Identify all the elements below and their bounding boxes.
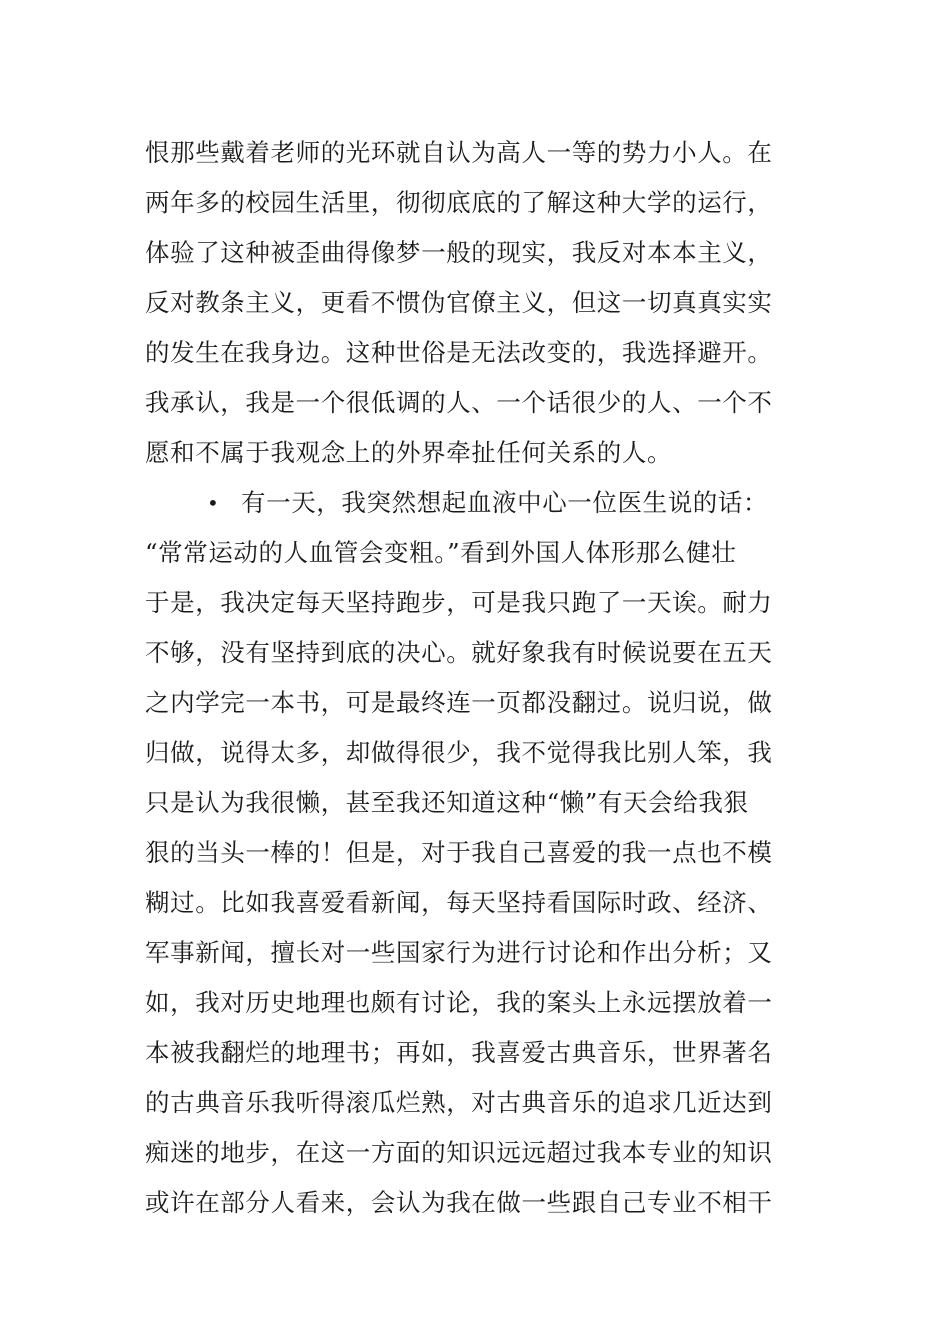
text-line: 归做，说得太多，却做得很少，我不觉得我比别人笨，我 — [145, 738, 773, 767]
text-line: 两年多的校园生活里，彻彻底底的了解这种大学的运行， — [145, 188, 773, 217]
text-line: 本被我翻烂的地理书；再如，我喜爱古典音乐，世界著名 — [145, 1038, 773, 1067]
text-line: 恨那些戴着老师的光环就自认为高人一等的势力小人。在 — [145, 138, 773, 167]
text-line: 的发生在我身边。这种世俗是无法改变的，我选择避开。 — [145, 338, 773, 367]
text-line: 的古典音乐我听得滚瓜烂熟，对古典音乐的追求几近达到 — [145, 1088, 773, 1117]
text-line: 不够，没有坚持到底的决心。就好象我有时候说要在五天 — [145, 638, 773, 667]
text-line: 我承认，我是一个很低调的人、一个话很少的人、一个不 — [145, 388, 773, 417]
paragraph-2 — [145, 478, 815, 1228]
text-line: 军事新闻，擅长对一些国家行为进行讨论和作出分析；又 — [145, 938, 773, 967]
text-line: 反对教条主义，更看不惯伪官僚主义，但这一切真真实实 — [145, 288, 773, 317]
text-line: 狠的当头一棒的！但是，对于我自己喜爱的我一点也不模 — [145, 838, 773, 867]
text-line: 体验了这种被歪曲得像梦一般的现实，我反对本本主义， — [145, 238, 773, 267]
text-line: 或许在部分人看来，会认为我在做一些跟自己专业不相干 — [145, 1188, 773, 1217]
bullet-line — [145, 478, 815, 528]
text-line: 糊过。比如我喜爱看新闻，每天坚持看国际时政、经济、 — [145, 888, 773, 917]
bullet-icon: • — [207, 491, 220, 515]
text-line: 如，我对历史地理也颇有讨论，我的案头上永远摆放着一 — [145, 988, 773, 1017]
text-line: 痴迷的地步，在这一方面的知识远远超过我本专业的知识 — [145, 1138, 773, 1167]
text-line: 有一天，我突然想起血液中心一位医生说的话： — [241, 488, 769, 517]
text-line: 只是认为我很懒，甚至我还知道这种“懒”有天会给我狠 — [145, 788, 749, 817]
text-line: 于是，我决定每天坚持跑步，可是我只跑了一天诶。耐力 — [145, 588, 773, 617]
text-line: 愿和不属于我观念上的外界牵扯任何关系的人。 — [145, 438, 673, 467]
paragraph-1 — [145, 128, 815, 478]
text-line: “常常运动的人血管会变粗。”看到外国人体形那么健壮 — [145, 538, 737, 567]
text-line: 之内学完一本书，可是最终连一页都没翻过。说归说，做 — [145, 688, 773, 717]
